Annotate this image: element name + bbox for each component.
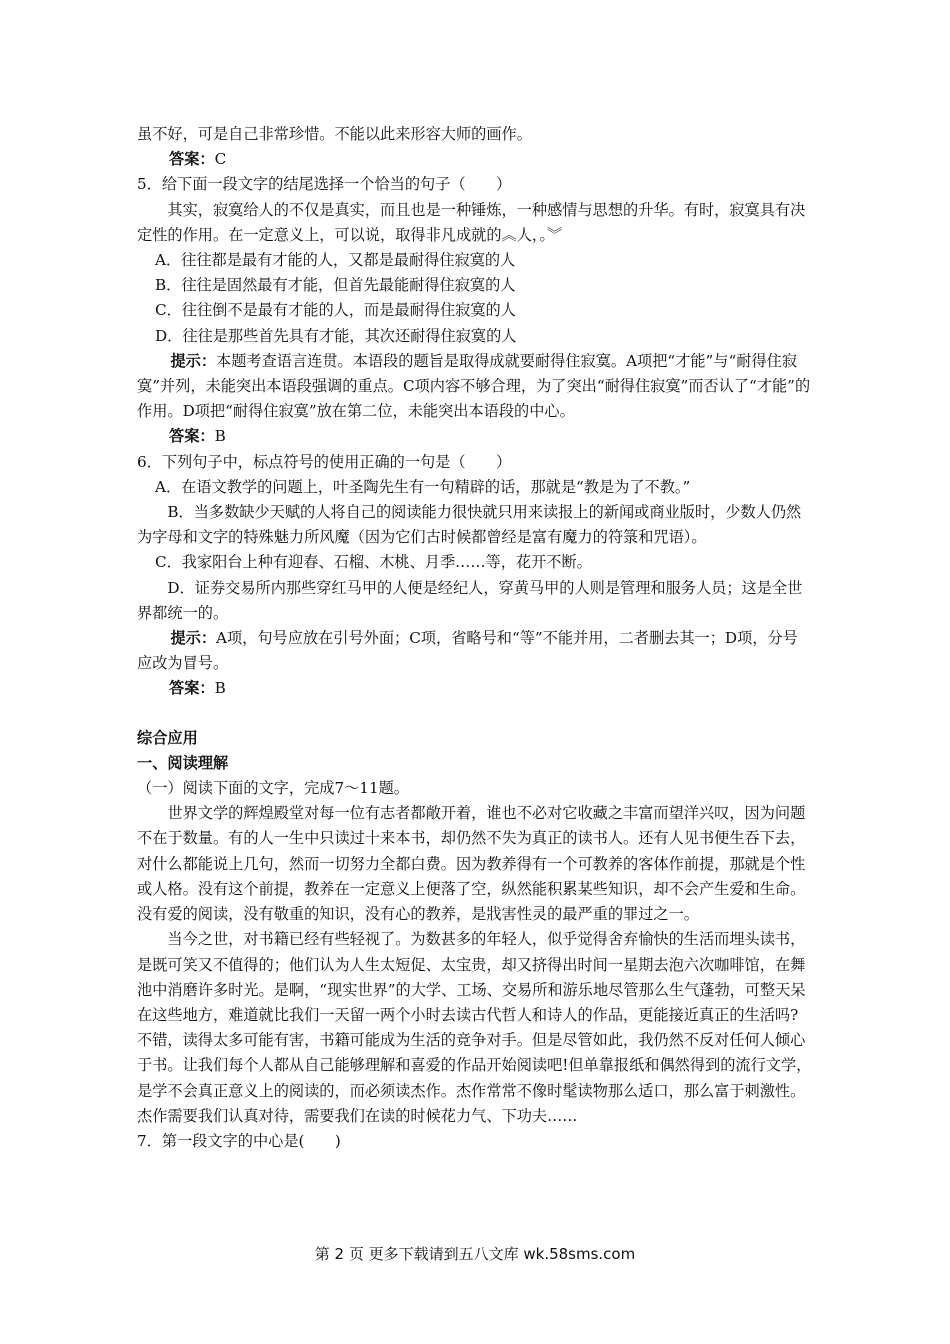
hint-label: 提示：	[170, 351, 216, 370]
q6-option-d: D．证券交易所内那些穿红马甲的人便是经纪人，穿黄马甲的人则是管理和服务人员；这是全世界都统一的。	[137, 578, 803, 622]
q6-answer-line	[137, 676, 813, 701]
q6-option-a: A．在语文教学的问题上，叶圣陶先生有一句精辟的话，那就是“教是为了不教。”	[155, 477, 691, 496]
q5-option-c: C．往往倒不是最有才能的人，而是最耐得住寂寞的人	[155, 301, 516, 320]
q5-answer: B	[214, 427, 226, 446]
q5-option-b: B．往往是固然最有才能，但首先最能耐得住寂寞的人	[155, 276, 516, 295]
document-body	[137, 122, 813, 1154]
section-subtitle: 一、阅读理解	[137, 753, 229, 772]
answer-label: 答案：	[169, 679, 215, 698]
q5-hint-text: 本题考查语言连贯。本语段的题旨是取得成就要耐得住寂寞。A项把“才能”与“耐得住寂寞”并列，未能突出本语段强调的重点。C项内容不够合理，为了突出“耐得住寂寞”而否认了“才能”的作用。D项把“耐得住寂寞”放在第二位，未能突出本语段的中心。	[137, 351, 811, 421]
reading-task: （一）阅读下面的文字，完成7～11题。	[137, 779, 409, 798]
q6-option-b: B．当多数缺少天赋的人将自己的阅读能力很快就只用来读报上的新闻或商业版时，少数人仍然为字母和文字的特殊魅力所风魔（因为它们古时候都曾经是富有魔力的符箓和咒语）。	[137, 503, 802, 547]
q7-stem: 7．第一段文字的中心是( )	[137, 1131, 341, 1150]
q5-passage: 其实，寂寞给人的不仅是真实，而且也是一种锤炼，一种感情与思想的升华。有时，寂寞具有决定性的作用。在一定意义上，可以说，取得非凡成就的︽人，。︾	[137, 200, 806, 244]
section-title: 综合应用	[137, 728, 198, 747]
section-gap	[137, 702, 813, 726]
q5-stem: 5．给下面一段文字的结尾选择一个恰当的句子（ ）	[137, 175, 512, 194]
q4-answer-line	[137, 147, 813, 172]
intro-line: 虽不好，可是自己非常珍惜。不能以此来形容大师的画作。	[137, 125, 532, 143]
hint-label: 提示：	[170, 629, 216, 648]
q5-answer-line	[137, 424, 813, 449]
q6-option-c: C．我家阳台上种有迎春、石榴、木桃、月季……等，花开不断。	[155, 553, 592, 572]
page-footer: 第 2 页 更多下载请到五八文库 wk.58sms.com	[314, 1245, 636, 1263]
reading-paragraph-2: 当今之世，对书籍已经有些轻视了。为数甚多的年轻人，似乎觉得舍弃愉快的生活而埋头读书，是既可笑又不值得的；他们认为人生太短促、太宝贵，却又挤得出时间一星期去泡六次咖啡馆，在舞池中消磨许多时光。是啊，“现实世界”的大学、工场、交易所和游乐地尽管那么生气蓬勃，可整天呆在这些地方，难道就比我们一天留一两个小时去读古代哲人和诗人的作品，更能接近真正的生活吗?不错，读得太多可能有害，书籍可能成为生活的竞争对手。但是尽管如此，我仍然不反对任何人倾心于书。让我们每个人都从自己能够理解和喜爱的作品开始阅读吧!但单靠报纸和偶然得到的流行文学，是学不会真正意义上的阅读的，而必须读杰作。杰作常常不像时髦读物那么适口，那么富于刺激性。杰作需要我们认真对待，需要我们在读的时候花力气、下功夫……	[137, 930, 812, 1125]
q5-option-d: D．往往是那些首先具有才能，其次还耐得住寂寞的人	[155, 326, 517, 345]
q6-hint-text: A项，句号应放在引号外面；C项，省略号和“等”不能并用，二者删去其一；D项，分号应改为冒号。	[137, 629, 798, 673]
q4-answer: C	[214, 150, 227, 169]
q6-answer: B	[214, 679, 226, 698]
reading-paragraph-1: 世界文学的辉煌殿堂对每一位有志者都敞开着，谁也不必对它收藏之丰富而望洋兴叹，因为问题不在于数量。有的人一生中只读过十来本书，却仍然不失为真正的读书人。还有人见书便生吞下去，对什么都能说上几句，然而一切努力全都白费。因为教养得有一个可教养的客体作前提，那就是个性或人格。没有这个前提，教养在一定意义上便落了空，纵然能积累某些知识，却不会产生爱和生命。没有爱的阅读，没有敬重的知识，没有心的教养，是戕害性灵的最严重的罪过之一。	[137, 804, 806, 924]
q5-option-a: A．往往都是最有才能的人，又都是最耐得住寂寞的人	[155, 251, 516, 270]
q5-hint	[137, 349, 813, 425]
answer-label: 答案：	[169, 150, 215, 169]
q6-stem: 6．下列句子中，标点符号的使用正确的一句是（ ）	[137, 452, 512, 471]
q6-hint	[137, 626, 813, 676]
answer-label: 答案：	[169, 427, 215, 446]
